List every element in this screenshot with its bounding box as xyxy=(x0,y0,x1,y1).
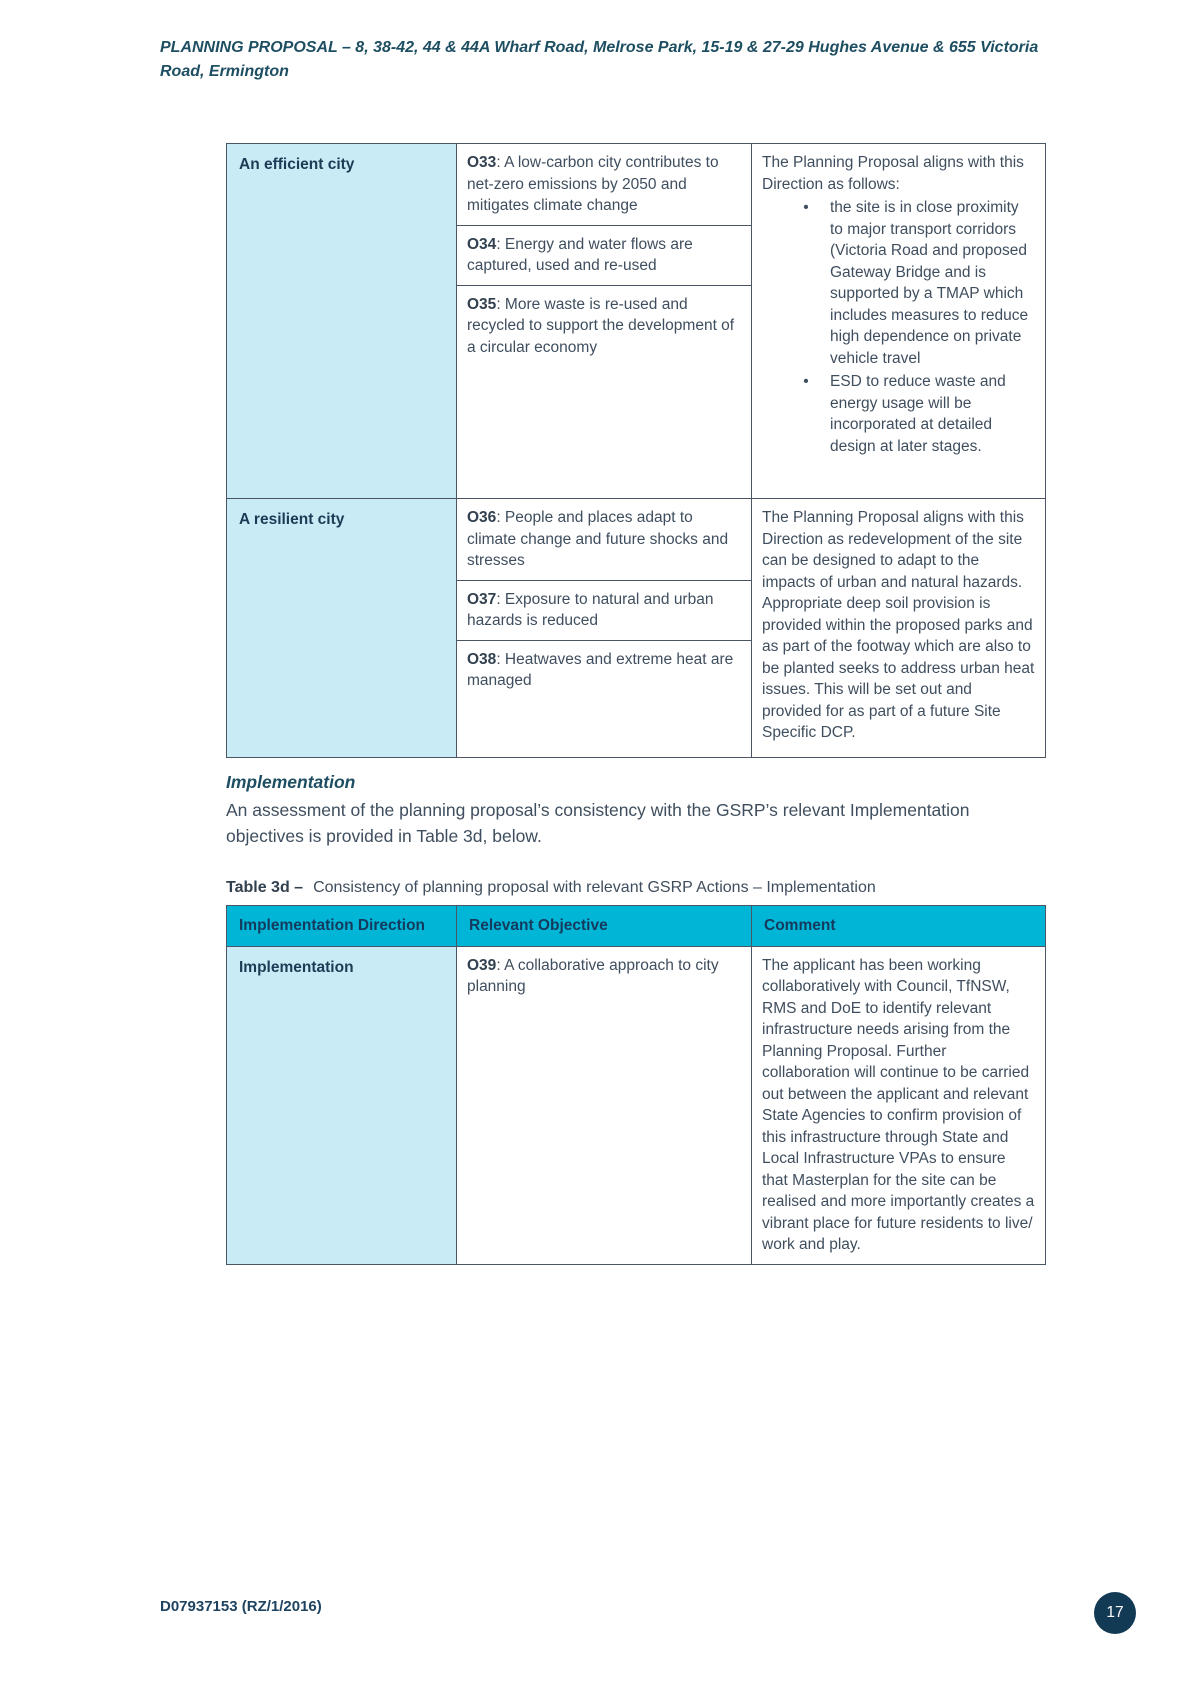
bullet-icon: • xyxy=(803,199,809,216)
caption-text: Consistency of planning proposal with relevant GSRP Actions – Implementation xyxy=(313,879,876,896)
header-implementation-direction: Implementation Direction xyxy=(227,906,457,946)
comment-cell: The Planning Proposal aligns with this Direction as redevelopment of the site can be designed to adapt to the impacts of urban and natural hazards. Appropriate deep soil provision is provided within the proposed parks and as part of the footway which are also to be planted seeks to address urban heat issues. This will be set out and provided for as part of a future Site Specific DCP. xyxy=(752,499,1045,757)
comment-intro: The Planning Proposal aligns with this Direction as follows: xyxy=(762,154,1024,193)
objective-text: : More waste is re-used and recycled to support the development of a circular economy xyxy=(467,295,735,356)
table-row xyxy=(227,946,1045,1264)
objective-text: : Exposure to natural and urban hazards is reduced xyxy=(467,590,714,629)
objective-code: O36 xyxy=(467,509,497,526)
direction-cell: An efficient city xyxy=(227,144,457,498)
objectives-cell xyxy=(457,499,752,757)
table-header-row xyxy=(227,906,1045,946)
objective-o39 xyxy=(457,947,751,1264)
comment-bullet-item xyxy=(762,197,1035,369)
gsrp-directions-table xyxy=(226,143,1046,758)
objective-o33 xyxy=(457,144,751,225)
objective-o35 xyxy=(457,285,751,499)
header-comment: Comment xyxy=(752,906,1045,946)
document-reference: D07937153 (RZ/1/2016) xyxy=(160,1598,322,1615)
objective-code: O34 xyxy=(467,235,497,253)
objective-code: O39 xyxy=(467,956,497,974)
section-heading: Implementation xyxy=(226,772,356,792)
objective-o38 xyxy=(457,640,751,758)
objectives-cell xyxy=(457,947,752,1264)
bullet-text: the site is in close proximity to major transport corridors (Victoria Road and proposed Gateway Bridge and is supported by a TMAP which includes measures to reduce high dependence on private vehicle travel xyxy=(830,199,1029,367)
document-header: PLANNING PROPOSAL – 8, 38-42, 44 & 44A Wharf Road, Melrose Park, 15-19 & 27-29 Hughes Avenue & 655 Victoria Road, Ermington xyxy=(160,39,1039,80)
caption-label: Table 3d – xyxy=(226,879,304,896)
objective-text: : A collaborative approach to city planning xyxy=(467,956,719,995)
objective-o37 xyxy=(457,580,751,640)
objective-text: : A low-carbon city contributes to net-zero emissions by 2050 and mitigates climate change xyxy=(467,154,719,214)
direction-cell: A resilient city xyxy=(227,499,457,757)
objectives-cell xyxy=(457,144,752,498)
objective-text: : People and places adapt to climate change and future shocks and stresses xyxy=(467,509,729,569)
comment-cell xyxy=(752,144,1045,498)
implementation-section xyxy=(226,772,1048,897)
objective-code: O38 xyxy=(467,650,497,668)
table-3d-caption xyxy=(226,879,1048,897)
comment-cell: The applicant has been working collaboratively with Council, TfNSW, RMS and DoE to identify relevant infrastructure needs arising from the Planning Proposal. Further collaboration will continue to be carried out between the applicant and relevant State Agencies to confirm provision of this infrastructure through State and Local Infrastructure VPAs to ensure that Masterplan for the site can be realised and more importantly creates a vibrant place for future residents to live/ work and play. xyxy=(752,947,1045,1264)
bullet-icon: • xyxy=(803,373,809,390)
objective-text: : Heatwaves and extreme heat are managed xyxy=(467,650,734,689)
objective-code: O37 xyxy=(467,590,497,608)
objective-code: O33 xyxy=(467,154,497,171)
comment-bullet-item xyxy=(762,371,1035,457)
table-3d xyxy=(226,905,1046,1265)
objective-code: O35 xyxy=(467,295,497,313)
table-row xyxy=(227,498,1045,757)
page-number-badge: 17 xyxy=(1094,1592,1136,1634)
objective-o34 xyxy=(457,225,751,285)
section-paragraph: An assessment of the planning proposal’s consistency with the GSRP’s relevant Implementation objectives is provided in Table 3d, below. xyxy=(226,800,970,846)
table-row xyxy=(227,144,1045,498)
direction-cell: Implementation xyxy=(227,947,457,1264)
objective-o36 xyxy=(457,499,751,580)
objective-text: : Energy and water flows are captured, used and re-used xyxy=(467,235,693,274)
header-relevant-objective: Relevant Objective xyxy=(457,906,752,946)
bullet-text: ESD to reduce waste and energy usage will be incorporated at detailed design at later stages. xyxy=(830,373,1006,455)
